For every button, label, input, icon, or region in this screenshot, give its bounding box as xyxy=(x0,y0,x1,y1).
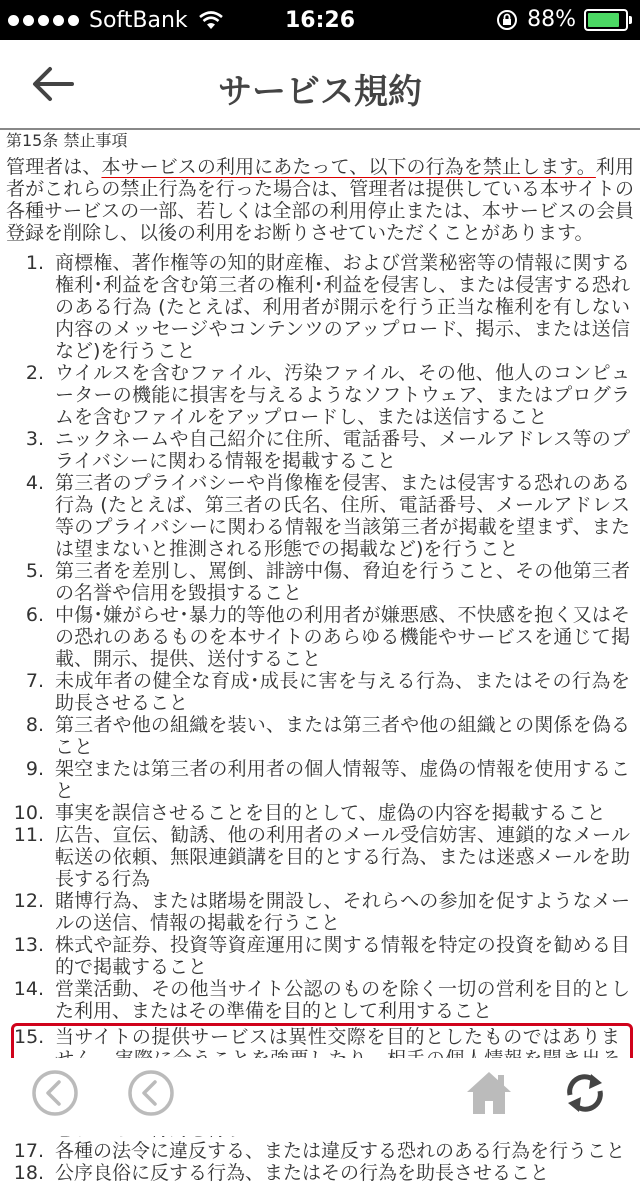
rule-item: 7. 未成年者の健全な育成･成長に害を与える行為、またはその行為を助長させること xyxy=(25,670,630,714)
battery-percent: 88% xyxy=(527,7,576,32)
rule-item: 18. 公序良俗に反する行為、またはその行為を助長させること xyxy=(13,1162,550,1184)
rule-item: 6. 中傷･嫌がらせ･暴力的等他の利用者が嫌悪感、不快感を抱く又はその恐れのあるものを本サイトのあらゆる機能やサービスを通じて掲載、開示、提供、送付すること xyxy=(25,604,630,670)
rule-item: 11. 広告、宣伝、勧誘、他の利用者のメール受信妨害、連鎖的なメール転送の依頼、無限連鎖講を目的とする行為、または迷惑メールを助長する行為 xyxy=(13,824,630,890)
reload-icon[interactable] xyxy=(560,1068,610,1118)
intro-post: 利用者がこれらの禁止行為を行った場合は、管理者は提供している本サイトの各種サービスの一部、若しくは全部の利用停止または、本サービスの会員登録を削除し、以後の利用をお断りさせていただくことがあります。 xyxy=(6,156,634,244)
bottom-toolbar xyxy=(0,1058,640,1136)
rule-item: 3. ニックネームや自己紹介に住所、電話番号、メールアドレス等のプライバシーに関わる情報を掲載すること xyxy=(25,428,630,472)
rule-item: 17. 各種の法令に違反する、または違反する恐れのある行為を行うこと xyxy=(13,1140,626,1162)
carrier-name: SoftBank xyxy=(89,8,188,33)
rule-item: 9. 架空または第三者の利用者の個人情報等、虚偽の情報を使用すること xyxy=(25,758,630,802)
rule-item: 1. 商標権、著作権等の知的財産権、および営業秘密等の情報に関する権利･利益を含む第三者の権利･利益を侵害し、または侵害する恐れのある行為 (たとえば、利用者が開示を行う正当な権利を有しない内容のメッセージやコンテンツのアップロード、掲示、または送信など)を行うこと xyxy=(25,252,630,362)
rule-item: 5. 第三者を差別し、罵倒、誹謗中傷、脅迫を行うこと、その他第三者の名誉や信用を毀損すること xyxy=(25,560,630,604)
rule-item: 4. 第三者のプライバシーや肖像権を侵害、または侵害する恐れのある行為 (たとえば、第三者の氏名、住所、電話番号、メールアドレス等のプライバシーに関わる情報を当該第三者が掲載を望まず、または望まないと推測される形態での掲載など)を行うこと xyxy=(25,472,630,560)
rule-item: 2. ウイルスを含むファイル、汚染ファイル、その他、他人のコンピューターの機能に損害を与えるようなソフトウェア、またはプログラムを含むファイルをアップロードし、または送信すること xyxy=(25,362,630,428)
intro-pre: 管理者は、 xyxy=(6,156,102,178)
article-title: 第15条 禁止事項 xyxy=(6,131,128,150)
battery-icon xyxy=(584,9,628,31)
terms-content[interactable] xyxy=(0,130,640,1184)
home-icon[interactable] xyxy=(464,1068,514,1118)
clock: 16:26 xyxy=(284,8,356,33)
rule-item: 10. 事実を誤信させることを目的として、虚偽の内容を掲載すること xyxy=(13,802,606,824)
rule-list xyxy=(0,252,640,1184)
nav-bar xyxy=(0,40,640,130)
rule-item: 14. 営業活動、その他当サイト公認のものを除く一切の営利を目的とした利用、またはその準備を目的として利用すること xyxy=(13,978,630,1022)
page-title: サービス規約 xyxy=(218,72,422,112)
rotation-lock-icon xyxy=(495,8,519,32)
intro-highlight: 本サービスの利用にあたって、以下の行為を禁止します。 xyxy=(101,156,596,178)
status-bar xyxy=(0,0,640,40)
battery-area xyxy=(495,7,628,32)
rule-item: 8. 第三者や他の組織を装い、または第三者や他の組織との関係を偽ること xyxy=(25,714,630,758)
rule-item: 13. 株式や証券、投資等資産運用に関する情報を特定の投資を勧める目的で掲載すること xyxy=(13,934,630,978)
circle-forward-icon[interactable] xyxy=(126,1068,176,1118)
intro-paragraph xyxy=(6,156,634,244)
rule-item-highlighted: 15. 当サイトの提供サービスは異性交際を目的としたものではありま xyxy=(14,1026,630,1092)
circle-back-icon[interactable] xyxy=(30,1068,80,1118)
rule-item: 12. 賭博行為、または賭場を開設し、それらへの参加を促すようなメールの送信、情報の掲載を行うこと xyxy=(13,890,630,934)
